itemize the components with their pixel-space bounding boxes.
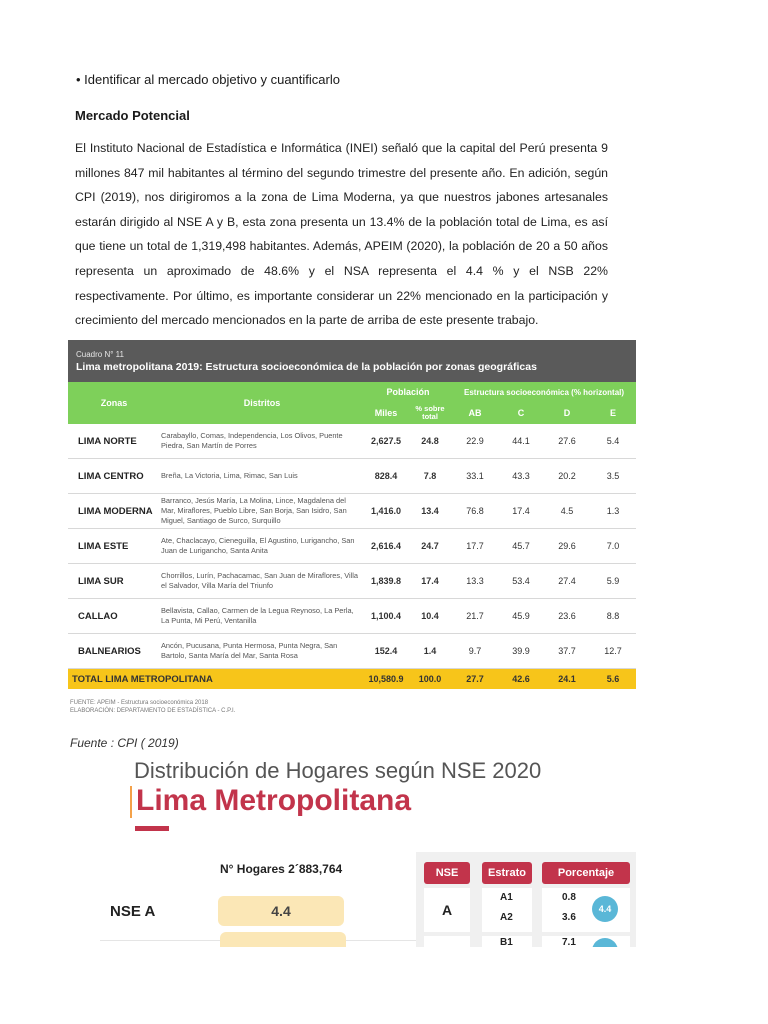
nse-a-letter: A [441,902,453,918]
table-row [68,494,636,529]
c-cell: 53.4 [498,564,544,599]
zona-cell: LIMA MODERNA [68,494,160,529]
distritos-cell: Barranco, Jesús María, La Molina, Lince, Magdalena del Mar, Miraflores, Pueblo Libre, San Borja, San Isidro, San Miguel, Santiago de Surco, Surquillo [160,494,364,529]
e-cell: 7.0 [590,529,636,564]
total-e-cell: 5.6 [590,669,636,690]
d-cell: 27.6 [544,424,590,459]
nse-b-cell [424,936,470,947]
total-d-cell: 24.1 [544,669,590,690]
distritos-cell: Ancón, Pucusana, Punta Hermosa, Punta Negra, San Bartolo, Santa María del Mar, Santa Rosa [160,634,364,669]
table-source-line: FUENTE: APEIM - Estructura socioeconómica 2018 [70,700,209,706]
figure2-title: Distribución de Hogares según NSE 2020 [134,758,542,783]
section-title: Mercado Potencial [75,108,190,123]
pct-cell: 24.8 [408,424,452,459]
estrato-a2: A2 [500,912,513,923]
pct-cell: 17.4 [408,564,452,599]
hdr-nse: NSE [424,862,470,884]
col-sobre-total: % sobre total [408,402,452,424]
table-number: Cuadro N° 11 [76,350,124,359]
nse-a-cell [424,888,470,932]
table-row [68,564,636,599]
miles-cell: 152.4 [364,634,408,669]
c-cell: 45.7 [498,529,544,564]
distritos-cell: Bellavista, Callao, Carmen de la Legua Reynoso, La Perla, La Punta, Mi Perú, Ventanilla [160,599,364,634]
pct-cell: 13.4 [408,494,452,529]
table-row [68,529,636,564]
hdr-estrato: Estrato [482,862,532,884]
nse-a-value-pill: 4.4 [218,896,344,926]
hdr-porcentaje: Porcentaje [542,862,630,884]
ab-cell: 22.9 [452,424,498,459]
estrato-a1: A1 [500,892,513,903]
e-cell: 1.3 [590,494,636,529]
estrato-b1: B1 [500,937,513,947]
nse-a-total-circle: 4.4 [592,896,618,922]
ab-cell: 33.1 [452,459,498,494]
col-estructura: Estructura socioeconómica (% horizontal) [452,382,636,402]
ab-cell: 76.8 [452,494,498,529]
table-title: Lima metropolitana 2019: Estructura socioeconómica de la población por zonas geográficas [76,361,537,373]
ab-cell: 9.7 [452,634,498,669]
col-e: E [590,402,636,424]
col-distritos: Distritos [160,382,364,424]
d-cell: 27.4 [544,564,590,599]
d-cell: 4.5 [544,494,590,529]
zona-cell: LIMA ESTE [68,529,160,564]
distritos-cell: Carabayllo, Comas, Independencia, Los Olivos, Puente Piedra, San Martín de Porres [160,424,364,459]
pct-a1: 0.8 [562,892,576,903]
col-d: D [544,402,590,424]
total-ab-cell: 27.7 [452,669,498,690]
d-cell: 20.2 [544,459,590,494]
table-source [70,699,636,715]
col-miles: Miles [364,402,408,424]
miles-cell: 828.4 [364,459,408,494]
c-cell: 43.3 [498,459,544,494]
e-cell: 3.5 [590,459,636,494]
hogares-count: N° Hogares 2´883,764 [220,862,343,876]
miles-cell: 2,627.5 [364,424,408,459]
table-row [68,599,636,634]
nse-a-label: NSE A [110,903,156,920]
d-cell: 29.6 [544,529,590,564]
table-row [68,459,636,494]
distritos-cell: Chorrillos, Lurín, Pachacamac, San Juan de Miraflores, Villa el Salvador, Villa María del Triunfo [160,564,364,599]
socioeconomic-table-figure [68,340,636,714]
zona-cell: LIMA SUR [68,564,160,599]
figure2-subtitle: Lima Metropolitana [136,784,412,817]
c-cell: 17.4 [498,494,544,529]
c-cell: 44.1 [498,424,544,459]
zona-cell: LIMA NORTE [68,424,160,459]
total-label-cell: TOTAL LIMA METROPOLITANA [68,669,364,690]
c-cell: 39.9 [498,634,544,669]
miles-cell: 1,100.4 [364,599,408,634]
table-row [68,424,636,459]
col-ab: AB [452,402,498,424]
total-miles-cell: 10,580.9 [364,669,408,690]
d-cell: 37.7 [544,634,590,669]
nse-distribution-figure [80,752,640,947]
total-pct-cell: 100.0 [408,669,452,690]
bullet-objective: • Identificar al mercado objetivo y cuantificarlo [76,72,340,87]
pct-cell: 1.4 [408,634,452,669]
ab-cell: 17.7 [452,529,498,564]
e-cell: 5.4 [590,424,636,459]
distritos-cell: Ate, Chaclacayo, Cieneguilla, El Agustino, Lurigancho, San Juan de Lurigancho, Santa Anita [160,529,364,564]
col-zonas: Zonas [68,382,160,424]
col-c: C [498,402,544,424]
c-cell: 45.9 [498,599,544,634]
table-elaboration-line: ELABORACIÓN: DEPARTAMENTO DE ESTADÍSTICA - C.P.I. [70,708,236,714]
ab-cell: 21.7 [452,599,498,634]
d-cell: 23.6 [544,599,590,634]
zona-cell: CALLAO [68,599,160,634]
figure2-accent-rule [135,826,169,831]
zona-cell: BALNEARIOS [68,634,160,669]
distritos-cell: Breña, La Victoria, Lima, Rimac, San Luis [160,459,364,494]
e-cell: 8.8 [590,599,636,634]
body-paragraph: El Instituto Nacional de Estadística e Informática (INEI) señaló que la capital del Perú presenta 9 millones 847 mil habitantes al término del segundo trimestre del presente año. En adición, según CPI (2019), nos dirigiromos a la zona de Lima Moderna, ya que nuestros jabones artesanales estarán dirigido al NSE A y B, esta zona presenta un 13.4% de la población total de Lima, es así que tiene un total de 1,319,498 habitantes. Además, APEIM (2020), la población de 20 a 50 años representa un aproximado de 48.6% y el NSA representa el 4.4 % y el NSB 22% respectivamente. Por último, es importante considerar un 22% mencionado en la participación y crecimiento del mercado mencionados en la parte de arriba de este presente trabajo. [75,141,608,328]
pct-a2: 3.6 [562,912,576,923]
miles-cell: 1,416.0 [364,494,408,529]
nse-b-value-pill [220,932,346,947]
pct-cell: 7.8 [408,459,452,494]
table-row [68,634,636,669]
e-cell: 5.9 [590,564,636,599]
figure2-cursor-bar [130,786,132,818]
figure-caption: Fuente : CPI ( 2019) [70,736,179,750]
miles-cell: 2,616.4 [364,529,408,564]
table-header-bar [68,340,636,382]
col-poblacion: Población [364,382,452,402]
pct-b1: 7.1 [562,937,576,947]
e-cell: 12.7 [590,634,636,669]
miles-cell: 1,839.8 [364,564,408,599]
table-total-row [68,669,636,690]
pct-cell: 24.7 [408,529,452,564]
socioeconomic-table [68,382,636,689]
pct-cell: 10.4 [408,599,452,634]
total-c-cell: 42.6 [498,669,544,690]
ab-cell: 13.3 [452,564,498,599]
zona-cell: LIMA CENTRO [68,459,160,494]
